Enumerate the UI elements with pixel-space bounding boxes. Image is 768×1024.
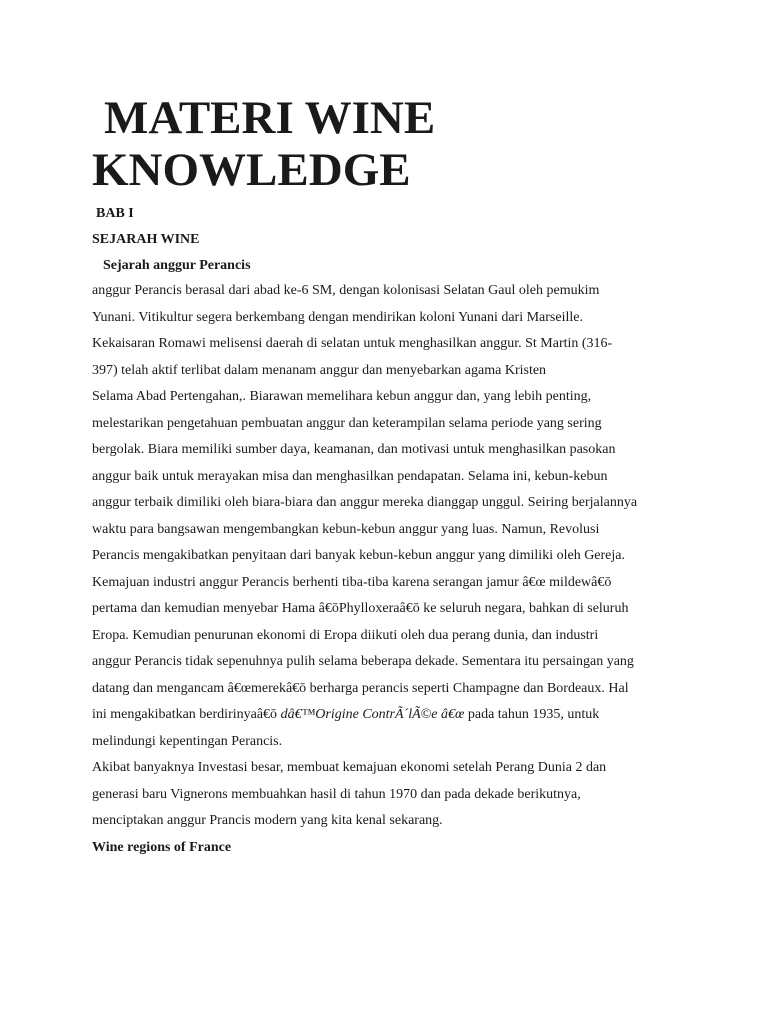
chapter-heading: BAB I [96,206,134,221]
paragraph-line: bergolak. Biara memiliki sumber daya, keamanan, dan motivasi untuk menghasilkan pasokan [92,442,616,457]
paragraph-line: anggur terbaik dimiliki oleh biara-biara dan anggur mereka dianggap unggul. Seiring berjalannya [92,495,638,510]
paragraph-line: anggur Perancis tidak sepenuhnya pulih selama beberapa dekade. Sementara itu persaingan yang [92,654,634,669]
section-heading: SEJARAH WINE [92,232,200,247]
paragraph-line: generasi baru Vignerons membuahkan hasil di tahun 1970 dan pada dekade berikutnya, [92,786,581,802]
title-line-2: KNOWLEDGE [92,144,411,196]
paragraph-line: Kemajuan industri anggur Perancis berhenti tiba-tiba karena serangan jamur â€œ mildewâ€ō [92,574,612,590]
paragraph-line: waktu para bangsawan mengembangkan kebun-kebun anggur yang luas. Namun, Revolusi [92,521,600,537]
paragraph-line: Yunani. Vitikultur segera berkembang dengan mendirikan koloni Yunani dari Marseille. [92,309,583,325]
italic-term: dâ€™Origine ContrÃ´lÃ©e â€œ [280,707,465,722]
paragraph-line: melindungi kepentingan Perancis. [92,733,283,749]
paragraph-1 [92,278,682,331]
paragraph-line: anggur baik untuk merayakan misa dan menghasilkan pendapatan. Selama ini, kebun-kebun [92,468,608,484]
document-page [92,92,692,861]
document-title [92,92,692,196]
paragraph-3 [92,384,682,755]
line-text: pada tahun 1935, untuk [464,707,600,722]
paragraph-2 [92,331,682,384]
subsection-heading: Sejarah anggur Perancis [103,258,251,273]
paragraph-line: Eropa. Kemudian penurunan ekonomi di Eropa diikuti oleh dua perang dunia, dan industri [92,627,599,643]
regions-heading: Wine regions of France [92,839,232,855]
paragraph-line: Kekaisaran Romawi melisensi daerah di selatan untuk menghasilkan anggur. St Martin (316- [92,336,613,351]
paragraph-4 [92,755,682,835]
paragraph-line: melestarikan pengetahuan pembuatan anggur dan keterampilan selama periode yang sering [92,415,602,431]
paragraph-line: 397) telah aktif terlibat dalam menanam anggur dan menyebarkan agama Kristen [92,362,547,378]
title-line-1: MATERI WINE [104,92,436,144]
paragraph-line: pertama dan kemudian menyebar Hama â€ōPhylloxeraâ€ō ke seluruh negara, bahkan di seluruh [92,601,629,616]
paragraph-line: Akibat banyaknya Investasi besar, membuat kemajuan ekonomi setelah Perang Dunia 2 dan [92,760,607,775]
paragraph-line: Selama Abad Pertengahan,. Biarawan memelihara kebun anggur dan, yang lebih penting, [92,389,592,404]
paragraph-line: menciptakan anggur Prancis modern yang kita kenal sekarang. [92,813,443,828]
paragraph-line-mixed [92,702,682,729]
paragraph-line: anggur Perancis berasal dari abad ke-6 SM, dengan kolonisasi Selatan Gaul oleh pemukim [92,283,600,298]
paragraph-line: datang dan mengancam â€œmerekâ€ō berharga perancis seperti Champagne dan Bordeaux. Hal [92,680,629,696]
paragraph-line: Perancis mengakibatkan penyitaan dari banyak kebun-kebun anggur yang dimiliki oleh Gereja. [92,548,625,563]
line-text: ini mengakibatkan berdirinyaâ€ō [92,707,281,722]
